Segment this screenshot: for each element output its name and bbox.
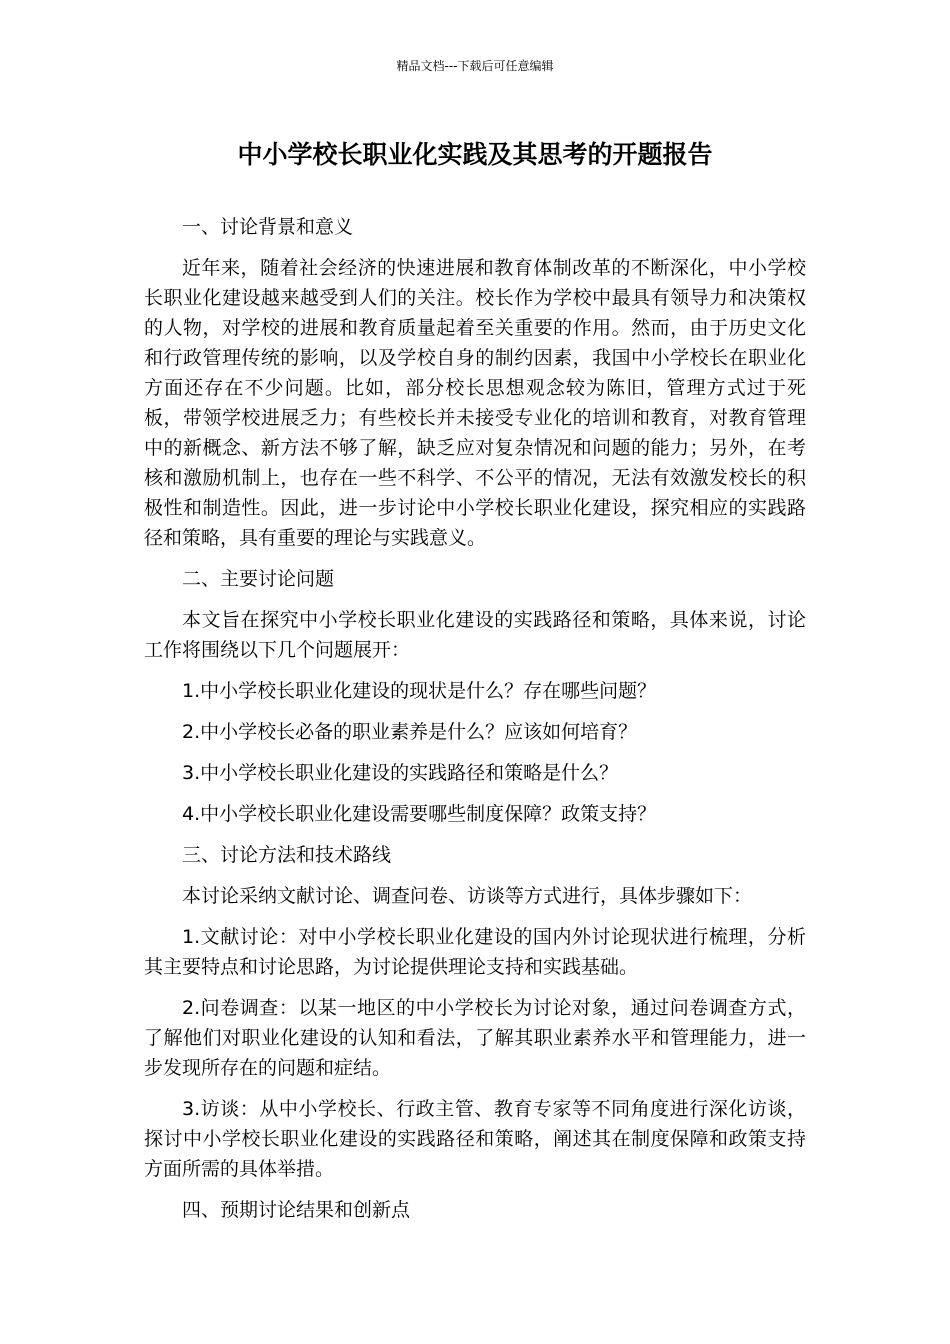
section-heading: 二、主要讨论问题 bbox=[182, 568, 335, 590]
section-heading: 三、讨论方法和技术路线 bbox=[182, 844, 392, 866]
document-body bbox=[144, 212, 806, 1236]
document-title: 中小学校长职业化实践及其思考的开题报告 bbox=[237, 140, 713, 169]
body-paragraph: 本讨论采纳文献讨论、调查问卷、访谈等方式进行，具体步骤如下： bbox=[182, 885, 753, 907]
list-item: 4.中小学校长职业化建设需要哪些制度保障？政策支持？ bbox=[182, 803, 657, 825]
section-heading: 一、讨论背景和意义 bbox=[182, 216, 354, 238]
page-header: 精品文档---下载后可任意编辑 bbox=[396, 59, 554, 73]
body-paragraph: 本文旨在探究中小学校长职业化建设的实践路径和策略，具体来说，讨论工作将围绕以下几个问题展开： bbox=[144, 609, 806, 661]
list-item: 2.问卷调查：以某一地区的中小学校长为讨论对象，通过问卷调查方式，了解他们对职业化建设的认知和看法，了解其职业素养水平和管理能力，进一步发现所存在的问题和症结。 bbox=[144, 997, 806, 1079]
list-item: 2.中小学校长必备的职业素养是什么？应该如何培育？ bbox=[182, 721, 638, 743]
list-item: 1.中小学校长职业化建设的现状是什么？存在哪些问题？ bbox=[182, 680, 657, 702]
list-item: 3.中小学校长职业化建设的实践路径和策略是什么？ bbox=[182, 762, 619, 784]
list-item: 3.访谈：从中小学校长、行政主管、教育专家等不同角度进行深化访谈，探讨中小学校长职业化建设的实践路径和策略，阐述其在制度保障和政策支持方面所需的具体举措。 bbox=[144, 1098, 806, 1180]
body-paragraph: 近年来，随着社会经济的快速进展和教育体制改革的不断深化，中小学校长职业化建设越来越受到人们的关注。校长作为学校中最具有领导力和决策权的人物，对学校的进展和教育质量起着至关重要的作用。然而，由于历史文化和行政管理传统的影响，以及学校自身的制约因素，我国中小学校长在职业化方面还存在不少问题。比如，部分校长思想观念较为陈旧，管理方式过于死板，带领学校进展乏力；有些校长并未接受专业化的培训和教育，对教育管理中的新概念、新方法不够了解，缺乏应对复杂情况和问题的能力；另外，在考核和激励机制上，也存在一些不科学、不公平的情况，无法有效激发校长的积极性和制造性。因此，进一步讨论中小学校长职业化建设，探究相应的实践路径和策略，具有重要的理论与实践意义。 bbox=[144, 257, 806, 549]
list-item: 1.文献讨论：对中小学校长职业化建设的国内外讨论现状进行梳理，分析其主要特点和讨论思路，为讨论提供理论支持和实践基础。 bbox=[144, 926, 806, 978]
section-heading: 四、预期讨论结果和创新点 bbox=[182, 1199, 411, 1221]
